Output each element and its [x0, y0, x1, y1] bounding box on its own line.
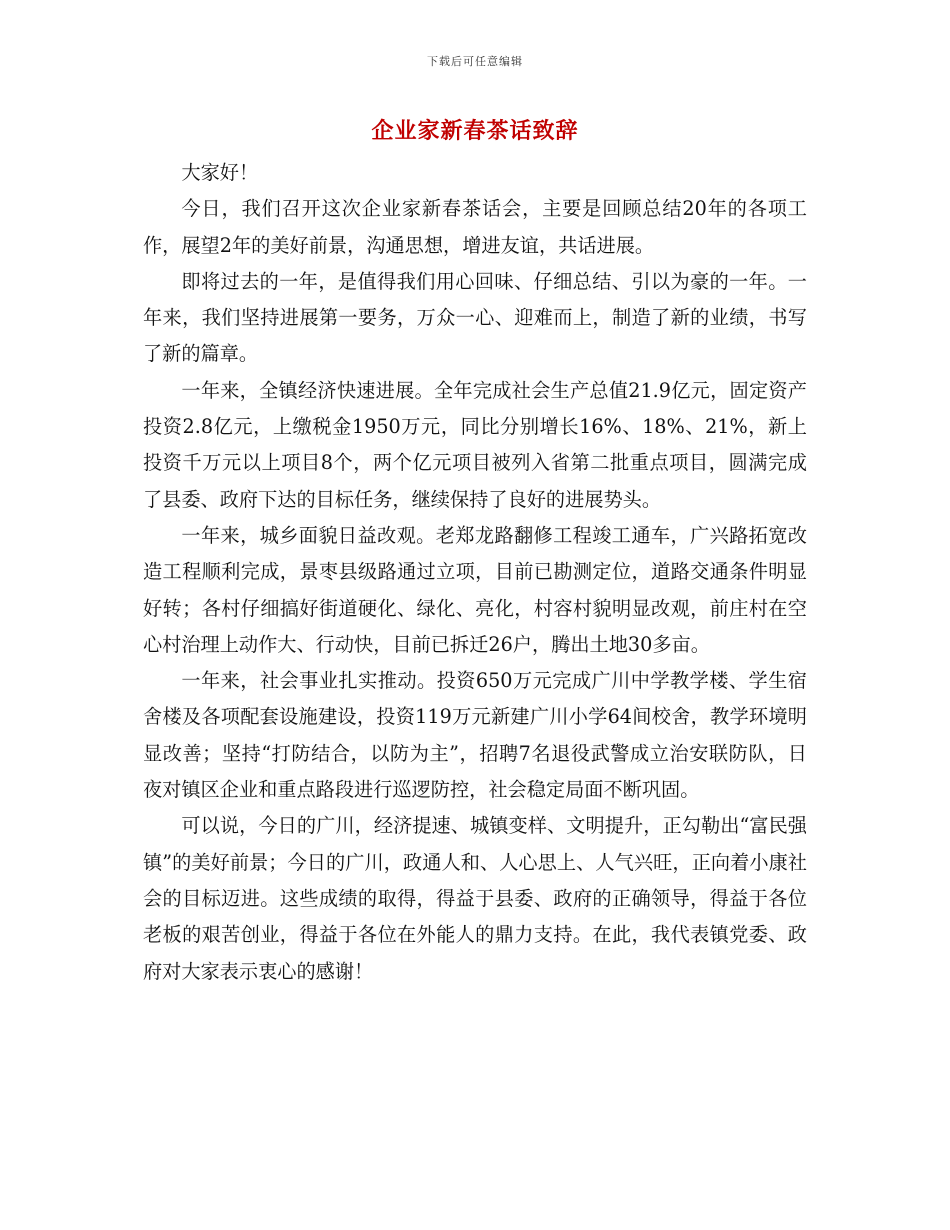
- paragraph-social: 一年来，社会事业扎实推动。投资650万元完成广川中学教学楼、学生宿舍楼及各项配套设施建设，投资119万元新建广川小学64间校舍，教学环境明显改善；坚持“打防结合，以防为主”，招聘7名退役武警成立治安联防队，日夜对镇区企业和重点路段进行巡逻防控，社会稳定局面不断巩固。: [143, 669, 807, 802]
- paragraph-urban-rural: 一年来，城乡面貌日益改观。老郑龙路翻修工程竣工通车，广兴路拓宽改造工程顺利完成，景枣县级路通过立项，目前已勘测定位，道路交通条件明显好转；各村仔细搞好街道硬化、绿化、亮化，村容村貌明显改观，前庄村在空心村治理上动作大、行动快，目前已拆迁26户，腾出土地30多亩。: [143, 523, 807, 656]
- paragraph-year-review: 即将过去的一年，是值得我们用心回味、仔细总结、引以为豪的一年。一年来，我们坚持进展第一要务，万众一心、迎难而上，制造了新的业绩，书写了新的篇章。: [143, 269, 807, 366]
- paragraph-thanks: 可以说，今日的广川，经济提速、城镇变样、文明提升，正勾勒出“富民强镇”的美好前景；今日的广川，政通人和、人心思上、人气兴旺，正向着小康社会的目标迈进。这些成绩的取得，得益于县委、政府的正确领导，得益于各位老板的艰苦创业，得益于各位在外能人的鼎力支持。在此，我代表镇党委、政府对大家表示衷心的感谢！: [143, 814, 807, 983]
- document-title: 企业家新春茶话致辞: [371, 118, 579, 144]
- paragraph-greeting: 大家好！: [181, 161, 259, 184]
- paragraph-economy: 一年来，全镇经济快速进展。全年完成社会生产总值21.9亿元，固定资产投资2.8亿元，上缴税金1950万元，同比分别增长16%、18%、21%，新上投资千万元以上项目8个，两个亿元项目被列入省第二批重点项目，圆满完成了县委、政府下达的目标任务，继续保持了良好的进展势头。: [143, 378, 807, 511]
- document-body: [143, 155, 807, 990]
- paragraph-opening: 今日，我们召开这次企业家新春茶话会，主要是回顾总结20年的各项工作，展望2年的美好前景，沟通思想，增进友谊，共话进展。: [143, 197, 807, 257]
- page-header-note: 下载后可任意编辑: [427, 55, 523, 68]
